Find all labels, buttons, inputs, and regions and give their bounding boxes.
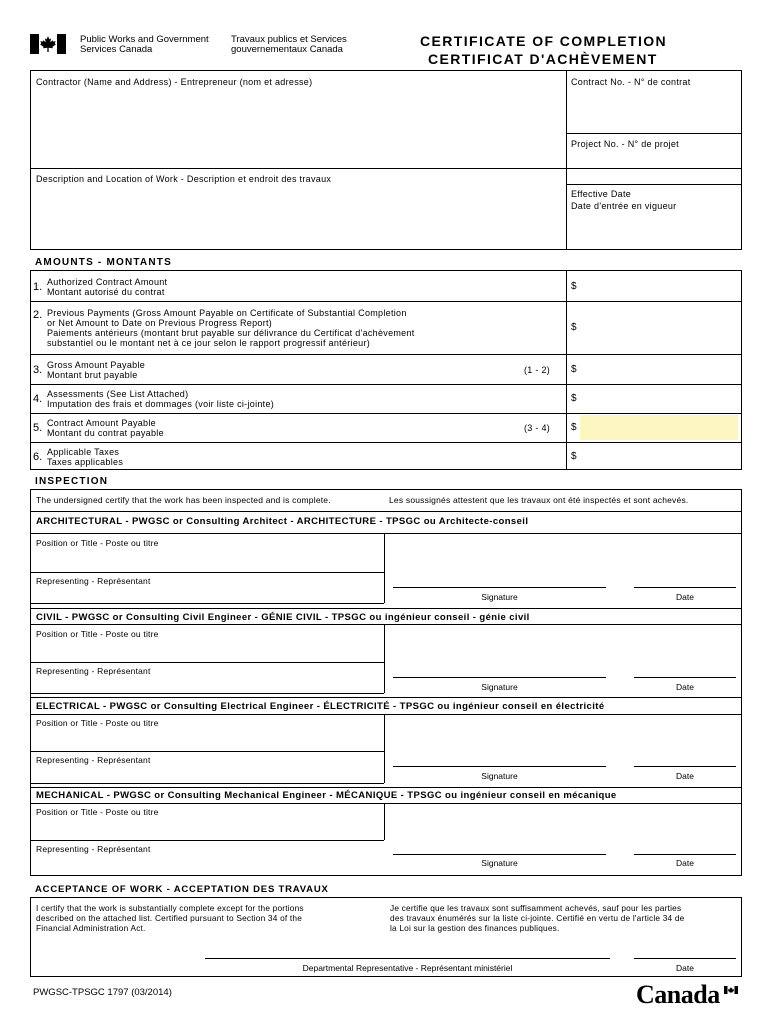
dollar-sign: $ [571,422,577,433]
mech-signature-field[interactable] [393,832,606,854]
contractor-field[interactable] [32,90,564,166]
acceptance-en-3: Financial Administration Act. [36,923,146,933]
date-caption: Date [676,858,694,868]
project-no-field[interactable] [568,152,740,182]
canada-flag-icon [30,34,66,54]
representing-label: Representing - Représentant [36,755,151,765]
date-caption: Date [676,682,694,692]
arch-representing-field[interactable] [32,588,382,602]
title-fr: CERTIFICAT D'ACHÈVEMENT [428,51,658,67]
elec-representing-field[interactable] [32,767,382,781]
row4-label-en: Assessments (See List Attached) [47,389,189,399]
dollar-sign: $ [571,451,577,462]
representing-label: Representing - Représentant [36,576,151,586]
row1-label-en: Authorized Contract Amount [47,277,168,287]
representing-label: Representing - Représentant [36,666,151,676]
dept-name-fr-1: Travaux publics et Services [231,34,347,45]
arch-signature-field[interactable] [393,565,606,587]
position-label: Position or Title - Poste ou titre [36,807,159,817]
arch-date-field[interactable] [634,565,736,587]
signature-caption: Signature [481,592,518,602]
row-number: 1. [33,281,43,293]
row-number: 4. [33,393,43,405]
amount-5-field[interactable] [580,415,738,440]
position-label: Position or Title - Poste ou titre [36,718,159,728]
date-caption: Date [676,592,694,602]
row5-calc: (3 - 4) [524,423,551,433]
position-label: Position or Title - Poste ou titre [36,629,159,639]
acceptance-fr-2: des travaux énumérés sur la liste ci-jointe. Certifié en vertu de l'article 34 de [390,913,685,923]
description-field[interactable] [32,186,564,248]
acceptance-fr-1: Je certifie que les travaux sont suffisamment achevés, sauf pour les parties [390,903,682,913]
amount-6-field[interactable] [580,445,738,467]
row6-label-en: Applicable Taxes [47,447,120,457]
amount-4-field[interactable] [580,387,738,411]
inspection-heading: INSPECTION [35,476,109,487]
contract-no-field[interactable] [568,90,740,132]
row5-label-en: Contract Amount Payable [47,418,156,428]
arch-position-field[interactable] [32,550,382,570]
row2-label-2: or Net Amount to Date on Previous Progress Report) [47,318,273,328]
inspection-certify-fr: Les soussignés attestent que les travaux ont été inspectés et sont achevés. [389,495,689,505]
row2-label-4: substantiel ou le montant net à ce jour selon le rapport progressif antérieur) [47,338,371,348]
position-label: Position or Title - Poste ou titre [36,538,159,548]
canada-wordmark-text: Canada [636,980,720,1009]
departmental-rep-signature-field[interactable] [205,938,610,958]
civil-position-field[interactable] [32,641,382,661]
description-label: Description and Location of Work - Description et endroit des travaux [36,174,332,184]
row1-label-fr: Montant autorisé du contrat [47,287,165,297]
title-en: CERTIFICATE OF COMPLETION [420,33,668,49]
civil-signature-field[interactable] [393,655,606,677]
dollar-sign: $ [571,281,577,292]
row5-label-fr: Montant du contrat payable [47,428,164,438]
mech-position-field[interactable] [32,819,382,839]
amount-2-field[interactable] [580,305,738,351]
row4-label-fr: Imputation des frais et dommages (voir liste ci-jointe) [47,399,275,409]
inspection-certify-en: The undersigned certify that the work has been inspected and is complete. [36,495,331,505]
effective-date-field[interactable] [568,214,740,248]
representing-label: Representing - Représentant [36,844,151,854]
contract-no-label: Contract No. - N° de contrat [571,77,691,87]
elec-position-field[interactable] [32,730,382,750]
row-number: 6. [33,451,43,463]
row3-label-en: Gross Amount Payable [47,360,146,370]
elec-signature-field[interactable] [393,744,606,766]
discipline-civil: CIVIL - PWGSC or Consulting Civil Engineer - GÉNIE CIVIL - TPSGC ou ingénieur conseil - génie civil [36,612,530,623]
row2-label-3: Paiements antérieurs (montant brut payable sur délivrance du Certificat d'achèvement [47,328,415,338]
dollar-sign: $ [571,364,577,375]
effective-date-label-fr: Date d'entrée en vigueur [571,201,677,211]
signature-caption: Signature [481,858,518,868]
civil-representing-field[interactable] [32,678,382,692]
departmental-rep-caption: Departmental Representative - Représentant ministériel [302,963,513,973]
row3-calc: (1 - 2) [524,365,551,375]
row6-label-fr: Taxes applicables [47,457,124,467]
acceptance-fr-3: la Loi sur la gestion des finances publiques. [390,923,560,933]
dollar-sign: $ [571,322,577,333]
civil-date-field[interactable] [634,655,736,677]
elec-date-field[interactable] [634,744,736,766]
discipline-electrical: ELECTRICAL - PWGSC or Consulting Electrical Engineer - ÉLECTRICITÉ - TPSGC ou ingénieur conseil en électricité [36,701,605,712]
date-caption: Date [676,771,694,781]
dollar-sign: $ [571,393,577,404]
dept-name-en-2: Services Canada [80,44,153,55]
dept-name-fr-2: gouvernementaux Canada [231,44,343,55]
acceptance-date-caption: Date [676,963,694,973]
acceptance-heading: ACCEPTANCE OF WORK - ACCEPTATION DES TRAVAUX [35,884,329,895]
amount-1-field[interactable] [580,274,738,298]
row-number: 3. [33,364,43,376]
project-no-label: Project No. - N° de projet [571,139,679,149]
canada-wordmark [636,980,740,1010]
row3-label-fr: Montant brut payable [47,370,138,380]
acceptance-en-2: described on the attached list. Certified pursuant to Section 34 of the [36,913,303,923]
signature-caption: Signature [481,771,518,781]
mech-date-field[interactable] [634,832,736,854]
discipline-mechanical: MECHANICAL - PWGSC or Consulting Mechanical Engineer - MÉCANIQUE - TPSGC ou ingénieur conseil en mécanique [36,790,617,801]
mech-representing-field[interactable] [32,856,382,872]
contractor-label: Contractor (Name and Address) - Entrepreneur (nom et adresse) [36,77,313,87]
discipline-architectural: ARCHITECTURAL - PWGSC or Consulting Architect - ARCHITECTURE - TPSGC ou Architecte-conseil [36,516,529,527]
amounts-heading: AMOUNTS - MONTANTS [35,257,172,268]
row-number: 2. [33,309,43,321]
form-number: PWGSC-TPSGC 1797 (03/2014) [33,987,172,998]
dept-name-en-1: Public Works and Government [80,34,209,45]
amount-3-field[interactable] [580,357,738,381]
row-number: 5. [33,422,43,434]
acceptance-date-field[interactable] [634,938,736,958]
signature-caption: Signature [481,682,518,692]
acceptance-en-1: I certify that the work is substantially complete except for the portions [36,903,304,913]
row2-label-1: Previous Payments (Gross Amount Payable on Certificate of Substantial Completion [47,308,407,318]
effective-date-label-en: Effective Date [571,189,632,199]
wordmark-flag-icon [724,981,738,999]
